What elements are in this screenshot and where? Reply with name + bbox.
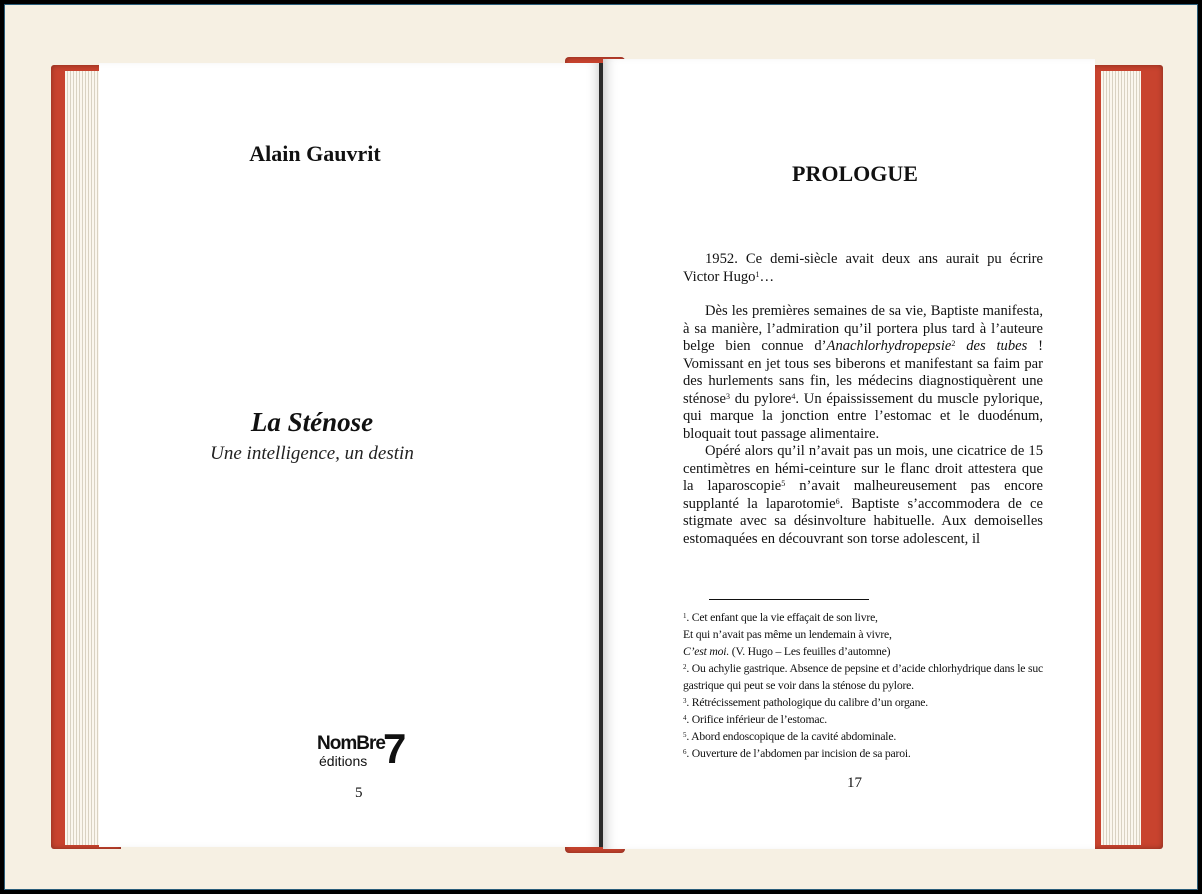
- footnote-4: [683, 711, 1043, 728]
- text-span: Opéré alors qu’il n’avait pas un mois, une cicatrice de 15 centimètres en hémi-ceinture sur le flanc droit attestera que la laparoscopie: [683, 443, 1043, 494]
- footnote-number: 2: [683, 663, 687, 671]
- footnote-ref: 1: [755, 269, 760, 279]
- footnote-rule: [709, 599, 869, 600]
- footnote-ref: 2: [951, 339, 956, 348]
- footnote-2: [683, 660, 1043, 694]
- paragraph-2: [683, 303, 1043, 443]
- text-span: Dès les premières semaines de sa vie, Baptiste manifesta, à sa manière, l’admiration qu’il portera plus tard à l’auteure belge bien connue d’: [683, 303, 1043, 354]
- italic-span: C’est moi.: [683, 645, 730, 658]
- body-text: [683, 251, 1043, 548]
- logo-editions: éditions: [319, 753, 368, 769]
- text-span: n’avait malheureusement pas encore supplanté la laparotomie: [683, 478, 1043, 512]
- footnote-5: [683, 728, 1043, 745]
- text-span: ! Vomissant en jet tous ses biberons et manifestant sa faim par des hurlements sans fin, les médecins diagnostiquèrent une sténose: [683, 338, 1043, 407]
- footnote-1-line-3: [683, 643, 1043, 660]
- book-title: La Sténose: [250, 407, 374, 437]
- publisher-logo: [317, 725, 413, 773]
- text-span: …: [759, 268, 775, 285]
- italic-span: des tubes: [955, 338, 1028, 354]
- footnote-ref: 5: [781, 479, 786, 488]
- text-span: . Rétrécissement pathologique du calibre d’un organe.: [686, 696, 928, 709]
- footnote-3: [683, 694, 1043, 711]
- footnote-6: [683, 745, 1043, 762]
- footnote-ref: 3: [725, 391, 730, 401]
- image-frame: [4, 4, 1198, 890]
- author-name: Alain Gauvrit: [249, 141, 381, 166]
- footnote-number: 3: [683, 697, 687, 705]
- footnote-1-line-2: Et qui n’avait pas même un lendemain à vivre,: [683, 628, 892, 641]
- text-span: . Baptiste s’accommodera de ce stigmate avec sa désinvolture habituelle. Aux demoiselles estomaquées en découvrant son torse adolescent, il: [683, 495, 1043, 547]
- page-number-left: 5: [355, 785, 363, 801]
- text-span: du pylore: [729, 390, 792, 407]
- footnote-ref: 6: [835, 496, 840, 506]
- italic-span: Anachlorhydropepsie: [826, 338, 952, 354]
- paragraph-3: [683, 443, 1043, 548]
- book-subtitle: Une intelligence, un destin: [210, 443, 414, 464]
- logo-seven: 7: [383, 725, 407, 772]
- text-span: . Ouverture de l’abdomen par incision de sa paroi.: [686, 747, 911, 760]
- footnote-1: [683, 609, 1043, 626]
- text-span: . Abord endoscopique de la cavité abdominale.: [686, 730, 897, 743]
- text-span: (V. Hugo – Les feuilles d’automne): [729, 645, 891, 658]
- footnote-number: 1: [683, 612, 687, 620]
- footnote-number: 5: [683, 731, 687, 739]
- text-span: . Cet enfant que la vie effaçait de son livre,: [686, 611, 878, 624]
- footnotes: [683, 609, 1043, 762]
- text-span: . Ou achylie gastrique. Absence de pepsine et d’acide chlorhydrique dans le suc gastrique qui peut se voir dans la sténose du pylore.: [683, 662, 1043, 692]
- footnote-ref: 4: [791, 391, 796, 401]
- logo-name: NomBre: [317, 733, 385, 754]
- right-page: [603, 59, 1095, 849]
- footnote-number: 6: [683, 748, 687, 756]
- paragraph-1: [683, 251, 1043, 286]
- chapter-heading: PROLOGUE: [792, 161, 918, 186]
- left-page: [99, 63, 601, 847]
- text-span: 1952. Ce demi-siècle avait deux ans aurait pu écrire Victor Hugo: [683, 251, 1043, 285]
- page-edges-right: [1101, 71, 1141, 845]
- text-span: . Un épaississement du muscle pylorique, qui marque la jonction entre l’estomac et le duodénum, bloquait tout passage alimentaire.: [683, 390, 1043, 442]
- text-span: . Orifice inférieur de l’estomac.: [686, 713, 828, 726]
- page-number-right: 17: [847, 775, 862, 791]
- footnote-number: 4: [683, 714, 687, 722]
